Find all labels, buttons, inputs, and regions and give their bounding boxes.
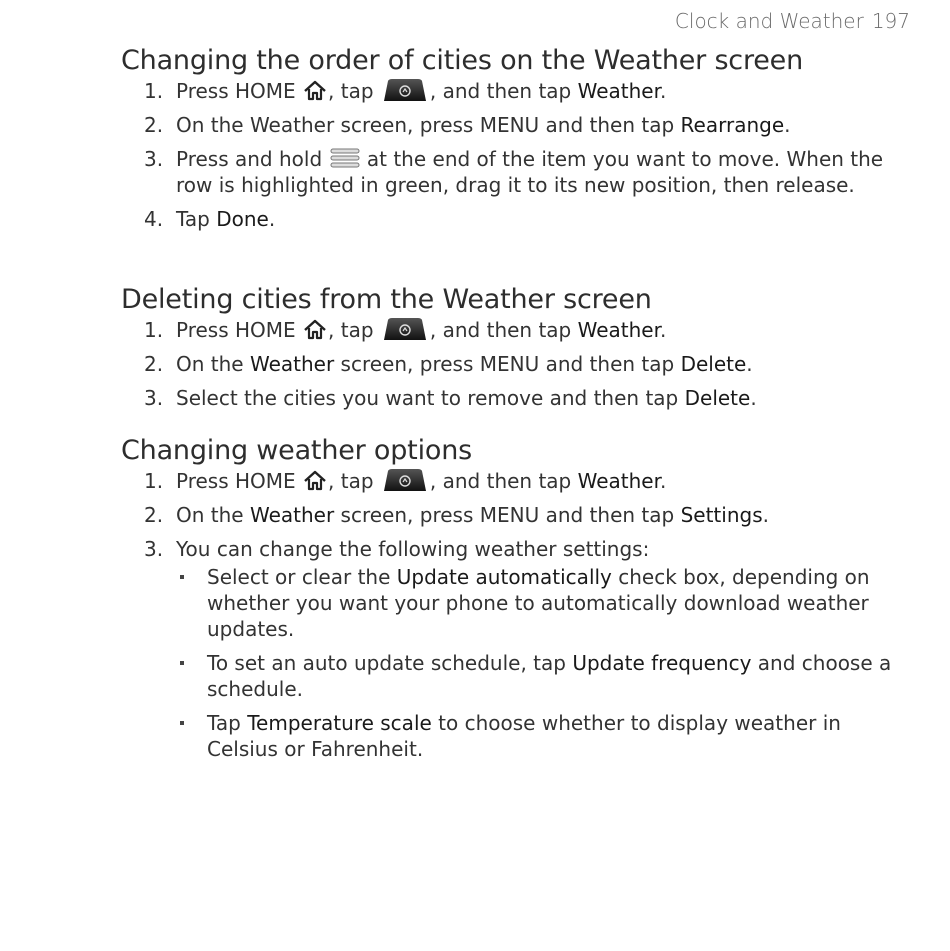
bullet-marker (180, 661, 184, 665)
step-number: 4. (144, 207, 164, 231)
punct: . (750, 386, 757, 410)
ui-term: Settings (680, 503, 763, 527)
step-item (121, 536, 901, 762)
step-text: , and then tap (429, 469, 572, 493)
step-number: 2. (144, 503, 164, 527)
bullet-text: Tap (207, 711, 241, 735)
ui-term: Weather (577, 469, 660, 493)
page-header (675, 9, 910, 33)
step-number: 3. (144, 386, 164, 410)
step-number: 2. (144, 352, 164, 376)
steps-list (121, 78, 901, 232)
step-text: screen, press MENU and then tap (340, 352, 675, 376)
step-item (121, 112, 901, 138)
step-number: 1. (144, 469, 164, 493)
steps-list (121, 468, 901, 762)
step-text: Tap (176, 207, 210, 231)
section-weather-options (121, 434, 901, 770)
steps-list (121, 317, 901, 411)
section-delete-cities (121, 283, 901, 419)
drag-handle-icon (329, 146, 361, 170)
step-text: at the end of the item you want to move. When the row is highlighted in green, drag it to its new position, then release. (176, 147, 884, 197)
step-item (121, 502, 901, 528)
bullet-marker (180, 721, 184, 725)
all-apps-icon (380, 317, 430, 341)
step-text: Press HOME (176, 79, 296, 103)
punct: . (660, 318, 667, 342)
bullet-text: and choose a schedule. (207, 651, 892, 701)
step-text: , tap (328, 469, 374, 493)
ui-term: Weather (249, 503, 335, 527)
step-text: , and then tap (429, 79, 572, 103)
ui-term: Weather (577, 79, 660, 103)
punct: . (746, 352, 753, 376)
step-item (121, 146, 901, 198)
punct: . (784, 113, 791, 137)
bullet-item (176, 710, 901, 762)
ui-term: Delete (684, 386, 751, 410)
step-item (121, 351, 901, 377)
ui-term: Weather (249, 352, 335, 376)
step-text: Press and hold (176, 147, 323, 171)
step-text: Press HOME (176, 318, 296, 342)
home-icon (302, 470, 328, 492)
step-text: On the (176, 503, 244, 527)
step-text: , tap (328, 79, 374, 103)
ui-term: Done (216, 207, 269, 231)
all-apps-icon (380, 78, 430, 102)
punct: . (660, 79, 667, 103)
ui-term: Delete (680, 352, 747, 376)
step-text: On the (176, 352, 244, 376)
ui-term: Rearrange (680, 113, 785, 137)
ui-term: Update automatically (396, 565, 612, 589)
bullet-text: to choose whether to display weather in Celsius or Fahrenheit. (207, 711, 841, 761)
ui-term: Update frequency (572, 651, 752, 675)
bullet-list (176, 564, 901, 762)
step-text: , and then tap (429, 318, 572, 342)
punct: . (268, 207, 276, 231)
section-title: Changing weather options (121, 435, 472, 466)
step-number: 3. (144, 537, 164, 561)
bullet-text: To set an auto update schedule, tap (207, 651, 566, 675)
punct: . (762, 503, 769, 527)
step-number: 2. (144, 113, 164, 137)
bullet-item (176, 564, 901, 642)
bullet-text: Select or clear the (207, 565, 391, 589)
all-apps-icon (380, 468, 430, 492)
section-rearrange-cities (121, 44, 901, 240)
step-item (121, 317, 901, 343)
step-text: On the Weather screen, press MENU and then tap (176, 113, 675, 137)
step-item (121, 78, 901, 104)
step-text: Press HOME (176, 469, 296, 493)
step-item (121, 468, 901, 494)
ui-term: Temperature scale (247, 711, 432, 735)
step-number: 1. (144, 318, 164, 342)
step-number: 3. (144, 147, 164, 171)
bullet-marker (180, 575, 184, 579)
section-title: Changing the order of cities on the Weather screen (121, 45, 803, 76)
step-text: , tap (328, 318, 374, 342)
page-number: 197 (871, 9, 910, 33)
bullet-text: check box, depending on whether you want your phone to automatically download weather updates. (207, 565, 870, 641)
home-icon (302, 80, 328, 102)
step-item (121, 206, 901, 232)
ui-term: Weather (577, 318, 660, 342)
home-icon (302, 319, 328, 341)
punct: . (660, 469, 667, 493)
step-text: Select the cities you want to remove and then tap (176, 386, 679, 410)
step-text: You can change the following weather settings: (176, 537, 650, 561)
step-number: 1. (144, 79, 164, 103)
chapter-title: Clock and Weather (674, 9, 864, 33)
section-title: Deleting cities from the Weather screen (121, 284, 652, 315)
step-item (121, 385, 901, 411)
step-text: screen, press MENU and then tap (340, 503, 675, 527)
bullet-item (176, 650, 901, 702)
